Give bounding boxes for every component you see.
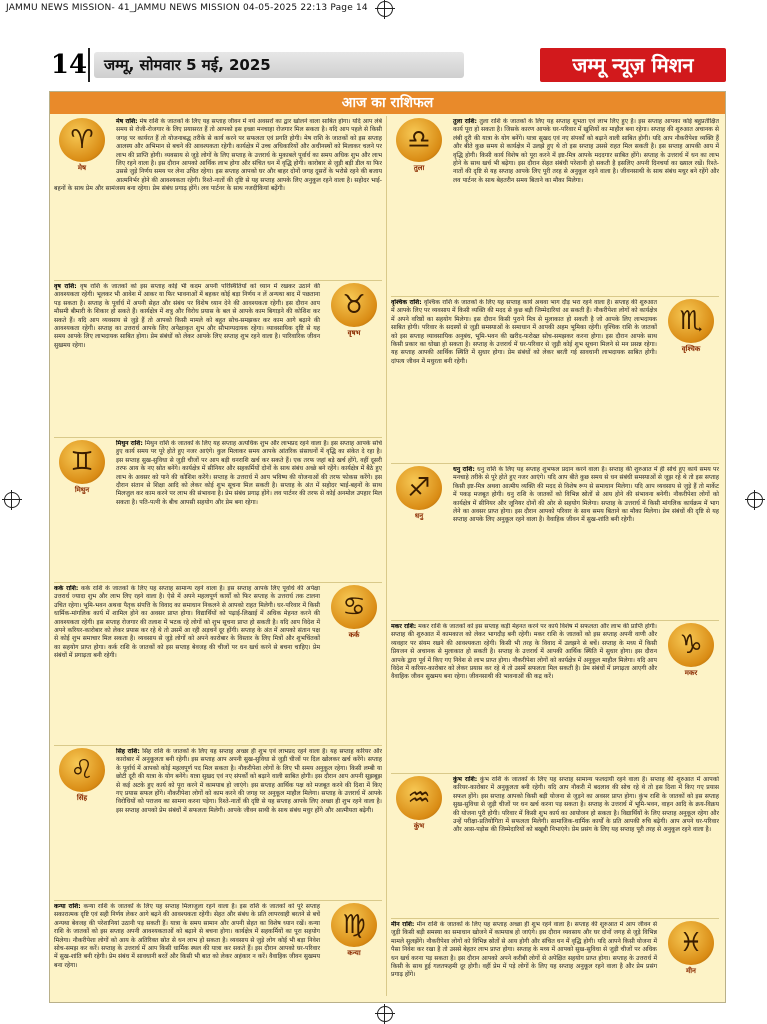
registration-mark-icon	[377, 1006, 393, 1022]
horoscope-leo	[54, 748, 382, 898]
entry-separator	[54, 582, 382, 583]
sign-label: मिथुन	[74, 486, 90, 494]
capricorn-sign-badge	[663, 623, 719, 681]
registration-mark-icon	[747, 492, 763, 508]
sign-name: वृश्चिक राशि:	[391, 299, 422, 306]
entry-separator	[391, 773, 719, 774]
horoscope-text: मिथुन राशि के जातकों के लिए यह सप्ताह अत्यधिक शुभ और लाभप्रद रहने वाला है। इस सप्ताह आपके सोचे हुए कार्य समय पर पूरे होते हुए नजर आएंगे। कुल मिलाकर समय आपके आंतरिक संसाधनों में वृद्धि का संकेत दे रहा है। इस सप्ताह सुख-सुविधा से जुड़ी चीजों पर आप बड़ी धनराशि खर्च कर सकते हैं। एक तरफ जहां बड़े खर्च होंगे, वहीं दूसरी तरफ आय के नए स्रोत बनेंगे। कार्यक्षेत्र में सीनियर और सहकर्मियों दोनों के साथ संबंध अच्छे बने रहेंगे। कार्यक्षेत्र में बैठे हुए लाभ के अवसर को पाने की कोशिश करेंगे। सप्ताह के उत्तरार्ध में आप भविष्य की योजनाओं की तरफ फोकस करेंगे। इस दौरान संतान से शिक्षा आदि को लेकर कोई शुभ सूचना मिल सकती है। सप्ताह के अंत में सहोदर भाई-बहनों के साथ मिलजुल कर काम करने पर लाभ की संभावना है। प्रेम संबंध प्रगाढ़ होंगे। लव पार्टनर की तरफ से कोई अनमोल उपहार मिल सकता है। पति-पत्नी के बीच आपसी सहयोग और प्रेम बना रहेगा।	[116, 440, 382, 506]
date-line: जम्मू, सोमवार 5 मई, 2025	[94, 52, 464, 78]
gemini-sign-badge	[54, 440, 110, 498]
entry-separator	[54, 900, 382, 901]
horoscope-aquarius	[391, 776, 719, 916]
horoscope-aries	[54, 118, 382, 278]
entry-separator	[54, 745, 382, 746]
aries-sign-badge	[54, 118, 110, 176]
horoscope-text: सिंह राशि के जातकों के लिए यह सप्ताह अच्छा ही शुभ एवं लाभप्रद रहने वाला है। यह सप्ताह करियर और कारोबार में अनुकूलता बनी रहेगी। इस सप्ताह आप अपनी सुख-सुविधा से जुड़ी चीजों पर दिल खोलकर खर्च करेंगे। सप्ताह के पूर्वार्ध में आपको कोई महत्वपूर्ण पद मिल सकता है। नौकरीपेशा लोगों के लिए भी समय अनुकूल रहेगा। किसी लम्बी या छोटी दूरी की यात्रा के योग बनेंगे। यात्रा सुखद एवं नए संपर्कों को बढ़ाने वाली साबित होगी। इस दौरान आप अपनी सूझबूझ से कई अटके हुए कार्य को पूरा करने में कामयाब हो जाएंगे। इस सप्ताह आर्थिक पक्ष को मजबूत करने की दिशा में किए गए प्रयास सफल होंगे। नौकरीपेशा लोगों को काम करने की जगह पर अनुकूल माहौल मिलेगा। सप्ताह के उत्तरार्ध में आपके विरोधियों को पराजय का सामना करना पड़ेगा। रिश्ते-नातों की दृष्टि से यह सप्ताह आपके लिए अच्छा ही शुभ रहने वाला है। इस सप्ताह आपको प्रेम संबंधों में सफलता मिलेगी। आपके जीवन साथी के साथ संबंध मधुर होंगे और आत्मीयता बढ़ेगी।	[116, 748, 382, 814]
leo-sign-badge	[54, 748, 110, 806]
pisces-icon: ♓	[668, 921, 714, 965]
sign-name: कन्या राशि:	[54, 903, 81, 910]
sign-name: मीन राशि:	[391, 921, 415, 928]
sign-name: कर्क राशि:	[54, 585, 79, 592]
taurus-icon: ♉	[331, 283, 377, 327]
entry-separator	[391, 918, 719, 919]
sign-name: वृष राशि:	[54, 283, 77, 290]
horoscope-capricorn	[391, 623, 719, 771]
sign-name: मेष राशि:	[116, 118, 138, 125]
virgo-sign-badge	[326, 903, 382, 961]
horoscope-cancer	[54, 585, 382, 743]
registration-mark-icon	[377, 1, 393, 17]
libra-icon: ♎	[396, 118, 442, 162]
horoscope-pisces	[391, 921, 719, 997]
page-header	[44, 44, 726, 86]
horoscope-text: तुला राशि के जातकों के लिए यह सप्ताह शुभता एवं लाभ लिए हुए है। इस सप्ताह आपका कोई बहुप्रतीक्षित कार्य पूरा हो सकता है। जिसके कारण आपके घर-परिवार में खुशियों का माहौल बना रहेगा। सप्ताह की शुरुआत अचानक से लंबी दूरी की यात्रा के योग बनेंगे। यात्रा सुखद एवं नए संपर्कों को बढ़ाने वाली साबित होगी। यदि आप नौकरीपेशा व्यक्ति हैं और बीते कुछ समय से कार्यक्षेत्र में उलझे हुए थे तो इस सप्ताह उससे राहत मिल सकती है। इस सप्ताह आपकी आय में वृद्धि होगी। किसी कार्य विशेष को पूरा करने में इष्ट-मित्र आपके मददगार साबित होंगे। सप्ताह के उत्तरार्ध में धन का लाभ होने के साथ खर्च भी बढ़ेगा। इस दौरान सेहत संबंधी परेशानी हो सकती है इसलिए अपनी दिनचर्या का ख्याल रखें। रिश्ते-नातों की दृष्टि से यह सप्ताह आपके लिए पूरी तरह से अनुकूल रहने वाला है। जीवनसाथी के साथ संबंध मधुर बने रहेंगे और लव पार्टनर के साथ बेहतरीन समय बिताने का मौका मिलेगा।	[453, 118, 719, 184]
newspaper-brand: जम्मू न्यूज़ मिशन	[540, 48, 726, 82]
capricorn-icon: ♑	[668, 623, 714, 667]
entry-separator	[54, 437, 382, 438]
sign-name: सिंह राशि:	[116, 748, 140, 755]
horoscope-libra	[391, 118, 719, 294]
sagittarius-icon: ♐	[396, 466, 442, 510]
scorpio-sign-badge	[663, 299, 719, 357]
horoscope-text: मीन राशि के जातकों के लिए यह सप्ताह अच्छा ही शुभ रहने वाला है। सप्ताह की शुरुआत में आप जीवन से जुड़ी किसी बड़ी समस्या का समाधान खोजने में कामयाब हो जाएंगे। इस दौरान व्यवसाय और घर दोनों जगह से जुड़े विभिन्न मामले सुलझेंगे। नौकरीपेशा लोगों को विभिन्न स्रोतों से आय होगी और संचित धन में वृद्धि होगी। यदि आपने किसी योजना में पैसा निवेश कर रखा है तो उससे बेहतर लाभ प्राप्त होगा। सप्ताह के मध्य में आपको सुख-सुविधा से जुड़ी चीजों पर अधिक धन खर्च करना पड़ सकता है। इस दौरान आपको अपने करीबी लोगों से अपेक्षित सहयोग प्राप्त होगा। सप्ताह के उत्तरार्ध में किसी के साथ हुई गलतफहमी दूर होगी। वहीं प्रेम में पड़े लोगों के लिए यह सप्ताह अनुकूल रहने वाला है और प्रेम प्रसंग प्रगाढ़ होंगे।	[391, 921, 657, 979]
sign-label: मकर	[684, 669, 698, 677]
aries-icon: ♈	[59, 118, 105, 162]
sign-label: कर्क	[348, 631, 360, 639]
leo-icon: ♌	[59, 748, 105, 792]
sign-name: मिथुन राशि:	[116, 440, 143, 447]
horoscope-text: मकर राशि के जातकों को इस सप्ताह कड़ी मेहनत करने पर कार्य विशेष में सफलता और लाभ की प्राप्ति होगी। सप्ताह की शुरुआत में कामकाज को लेकर भागदौड़ बनी रहेगी। मकर राशि के जातकों को इस सप्ताह अपनी वाणी और व्यवहार पर संयम रखने की आवश्यकता रहेगी। किसी भी तरह के विवाद में उलझने से बचें। सप्ताह के मध्य में किसी प्रियजन से अचानक से मुलाकात हो सकती है। सप्ताह के उत्तरार्ध में आपकी आर्थिक स्थिति में सुधार होगा। इस दौरान आपके द्वारा पूर्व में किए गए निवेश से लाभ प्राप्त होगा। नौकरीपेशा लोगों को कार्यक्षेत्र में अनुकूल माहौल मिलेगा। यदि आप विदेश में करियर-कारोबार को लेकर प्रयास कर रहे थे तो उसमें सफलता मिल सकती है। प्रेम संबंधों में प्रगाढ़ता आएगी और वैवाहिक जीवन सुखमय बना रहेगा। जीवनसाथी की भावनाओं की कद्र करें।	[391, 623, 657, 681]
horoscope-text: धनु राशि के लिए यह सप्ताह शुभफल प्रदान करने वाला है। सप्ताह की शुरुआत में ही सोचे हुए कार्य समय पर मनचाहे तरीके से पूरे होते हुए नजर आएंगे। यदि आप बीते कुछ समय से धन संबंधी समस्याओं से जूझ रहे थे तो इस सप्ताह किसी इष्ट-मित्र अथवा आत्मीय व्यक्ति की मदद से विशेष रूप से समाधान मिलेगा। यदि आप व्यवसाय से जुड़े हैं तो मार्केट में पकड़ मजबूत होगी। धनु राशि के जातकों को विभिन्न स्रोतों से आय होने की संभावना बनेगी। नौकरीपेशा लोगों को कार्यक्षेत्र में सीनियर और जूनियर दोनों की ओर से सहयोग मिलेगा। सप्ताह के उत्तरार्ध में किसी मांगलिक कार्यक्रम में भाग लेने का अवसर प्राप्त होगा। इस दौरान आपको परिवार के साथ समय बिताने का मौका मिलेगा। प्रेम संबंधों की दृष्टि से यह सप्ताह आपके लिए अनुकूल रहने वाला है। वैवाहिक जीवन में सुख-शांति बनी रहेगी।	[453, 466, 719, 524]
gemini-icon: ♊	[59, 440, 105, 484]
sign-name: धनु राशि:	[453, 466, 475, 473]
horoscope-text: कन्या राशि के जातकों के लिए यह सप्ताह मिलाजुला रहने वाला है। इस राशि के जातकों को पूरे सप्ताह सकारात्मक दृष्टि एवं सही निर्णय लेकर आगे बढ़ने की आवश्यकता रहेगी। सेहत और संबंध के प्रति लापरवाही बरतने से बचें अन्यथा बेवजह की परेशानियां उठानी पड़ सकती हैं। यात्रा के समय सामान और अपनी सेहत का विशेष ध्यान रखें। कन्या राशि के जातकों को इस सप्ताह अपनी आवश्यकताओं को बढ़ाने से बचना होगा। कार्यक्षेत्र में सहकर्मियों का पूरा सहयोग मिलेगा। नौकरीपेशा लोगों को आय के अतिरिक्त स्रोत से धन लाभ हो सकता है। व्यवसाय से जुड़े लोग कोई भी बड़ा निवेश सोच-समझ कर करें। सप्ताह के उत्तरार्ध में आप किसी धार्मिक स्थल की यात्रा कर सकते हैं। इस दौरान आपको घर-परिवार में सुख-शांति बनी रहेगी। प्रेम संबंध में सावधानी बरतें और किसी भी बात को लेकर अहंकार न करें। वैवाहिक जीवन सुखमय बना रहेगा।	[54, 903, 321, 969]
column-divider	[386, 116, 387, 996]
aquarius-icon: ♒	[396, 776, 442, 820]
horoscope-scorpio	[391, 299, 719, 461]
horoscope-text: वृष राशि के जातकों को इस सप्ताह कोई भी कदम अपनी परिस्थितियों को ध्यान में रखकर उठाने की आवश्यकता रहेगी। भूलकर भी आवेश में आकर या फिर भावनाओं में बहकर कोई बड़ा निर्णय न लें अन्यथा बाद में पछताना पड़ सकता है। सप्ताह के पूर्वार्ध में अपनी सेहत और संबंध पर विशेष ध्यान देने की आवश्यकता रहेगी। इस दौरान आप मौसमी बीमारी के शिकार हो सकते हैं। कार्यक्षेत्र में शत्रु और विरोध प्रयास के बल से आपके काम बिगाड़ने की कोशिश कर सकते हैं। यदि आप व्यवसाय से जुड़े हैं तो आपको किसी मामले को बहुत सोच-समझकर कर काम आगे बढ़ाने की आवश्यकता रहेगी। सप्ताह का उत्तरार्ध आपके लिए अपेक्षाकृत शुभ और सौभाग्यदायक रहेगा। व्यावसायिक दृष्टि से यह समय आपके लिए लाभदायक साबित होगा। प्रेम संबंधों को लेकर आपके लिए सप्ताह शुभ रहने वाला है। पारिवारिक जीवन सुखमय रहेगा।	[54, 283, 320, 349]
horoscope-virgo	[54, 903, 382, 997]
print-info: JAMMU NEWS MISSION- 41_JAMMU NEWS MISSION 04-05-2025 22:13 Page 14	[6, 3, 368, 13]
horoscope-taurus	[54, 283, 382, 435]
sign-label: कन्या	[347, 949, 361, 957]
page-number: 14	[50, 48, 90, 82]
sign-name: कुंभ राशि:	[453, 776, 478, 783]
sign-name: तुला राशि:	[453, 118, 477, 125]
sign-label: सिंह	[76, 794, 88, 802]
sign-label: तुला	[413, 164, 425, 172]
horoscope-gemini	[54, 440, 382, 580]
sign-label: धनु	[414, 512, 424, 520]
horoscope-panel	[49, 91, 726, 1003]
scorpio-icon: ♏	[668, 299, 714, 343]
entry-separator	[391, 620, 719, 621]
aquarius-sign-badge	[391, 776, 447, 834]
virgo-icon: ♍	[331, 903, 377, 947]
horoscope-text: कर्क राशि के जातकों के लिए यह सप्ताह सामान्य रहने वाला है। इस सप्ताह आपके लिए पूर्वार्ध की अपेक्षा उत्तरार्ध ज्यादा शुभ और लाभ लिए रहने वाला है। ऐसे में अपने महत्वपूर्ण कार्यों को फिर सप्ताह के उत्तरार्ध तक टालना उचित रहेगा। भूमि-भवन अथवा पैतृक संपत्ति के विवाद का समाधान निकलने से आपको राहत मिलेगी। घर-परिवार में किसी धार्मिक-मांगलिक कार्य में शामिल होने का अवसर प्राप्त होगा। विद्यार्थियों को पढ़ाई-लिखाई में अधिक मेहनत करने की आवश्यकता रहेगी। इस सप्ताह रोजगार की तलाश में भटक रहे लोगों को शुभ सूचना प्राप्त हो सकती है। यदि आप विदेश में अपने करियर-कारोबार को लेकर प्रयास कर रहे थे तो उसमें आ रही अड़चनें दूर होंगी। सप्ताह के अंत में आपको संतान पक्ष से कोई शुभ समाचार मिल सकता है। व्यवसाय से जुड़े लोगों को अपने कारोबार के विस्तार के लिए मित्रों और शुभचिंतकों का सहयोग प्राप्त होगा। कर्क राशि के जातकों को इस सप्ताह बेवजह की चीजों पर धन खर्च करने से बचना चाहिए। प्रेम संबंधों में प्रगाढ़ता बनी रहेगी।	[54, 585, 320, 660]
libra-sign-badge	[391, 118, 447, 176]
pisces-sign-badge	[663, 921, 719, 979]
horoscope-text: वृश्चिक राशि के जातकों के लिए यह सप्ताह कार्य अथवा भाग दौड़ भरा रहने वाला है। सप्ताह की शुरुआत में आपके लिए पर व्यवसाय में किसी व्यक्ति की मदद से कुछ बड़ी जिम्मेदारियां आ सकती हैं। नौकरीपेशा लोगों को कार्यक्षेत्र में अपने वरिष्ठों का सहयोग मिलेगा। इस दौरान किसी पुराने मित्र से मुलाकात हो सकती है जो आपके लिए लाभदायक साबित होगी। परिवार के सदस्यों से जुड़ी समस्याओं के समाधान में आपकी अहम भूमिका रहेगी। वृश्चिक राशि के जातकों को इस सप्ताह व्यावसायिक अनुबंध, भूमि-भवन की खरीद-फरोख्त सोच-समझकर करना होगा। इस दौरान आपके साथ किसी प्रकार का धोखा हो सकता है। सप्ताह के उत्तरार्ध में घर-परिवार से जुड़ी कोई शुभ सूचना मिलने से मन प्रसन्न रहेगा। यह सप्ताह आपकी आर्थिक स्थिति में सुधार होगा। प्रेम संबंधों को लेकर बरती गई सावधानी लाभदायक साबित होगी। दांपत्य जीवन में मधुरता बनी रहेगी।	[391, 299, 657, 365]
horoscope-sagittarius	[391, 466, 719, 618]
sign-label: मेष	[77, 164, 87, 172]
taurus-sign-badge	[326, 283, 382, 341]
entry-separator	[391, 463, 719, 464]
sign-name: मकर राशि:	[391, 623, 417, 630]
sign-label: वृश्चिक	[681, 345, 701, 353]
section-title: आज का राशिफल	[50, 92, 725, 114]
sign-label: कुंभ	[413, 822, 425, 830]
cancer-sign-badge	[326, 585, 382, 643]
cancer-icon: ♋	[331, 585, 377, 629]
sagittarius-sign-badge	[391, 466, 447, 524]
sign-label: वृषभ	[347, 329, 361, 337]
entry-separator	[391, 296, 719, 297]
sign-label: मीन	[686, 967, 696, 975]
registration-mark-icon	[4, 492, 20, 508]
horoscope-text: कुंभ राशि के जातकों के लिए यह सप्ताह सामान्य फलदायी रहने वाला है। सप्ताह की शुरुआत में आपको करियर-कारोबार में अनुकूलता बनी रहेगी। यदि आप नौकरी में बदलाव की सोच रहे थे तो इस दिशा में किए गए प्रयास सफल होंगे। इस सप्ताह आपको किसी बड़ी योजना से जुड़ने का अवसर प्राप्त होगा। कुंभ राशि के जातकों को इस सप्ताह सुख-सुविधा से जुड़ी चीजों पर धन खर्च करना पड़ सकता है। सप्ताह के उत्तरार्ध में भूमि-भवन, वाहन आदि के क्रय-विक्रय की योजना पूरी होगी। परिवार में किसी शुभ कार्य का आयोजन हो सकता है। विद्यार्थियों के लिए सप्ताह अनुकूल रहेगा और उन्हें परीक्षा-प्रतियोगिता में सफलता मिलेगी। सामाजिक-धार्मिक कार्यों के प्रति आपकी रुचि बढ़ेगी। आप अपने घर-परिवार और आस-पड़ोस की जिम्मेदारियों को बखूबी निभाएंगे। प्रेम प्रसंग के लिए यह सप्ताह पूरी तरह से अनुकूल रहने वाला है।	[453, 776, 719, 834]
horoscope-text: मेष राशि के जातकों के लिए यह सप्ताह जीवन में नये अवसरों का द्वार खोलने वाला साबित होगा। यदि आप लंबे समय से रोजी-रोजगार के लिए प्रयासरत हैं तो आपको इस इच्छा मनचाहा रोजगार मिल सकता है। यदि आप पहले से किसी जगह पर कार्यरत हैं तो योजनाबद्ध तरीके से कार्य करने पर सफलता एवं प्रगति होगी। मेष राशि के जातकों को इस सप्ताह आलस्य और अभिमान से बचने की आवश्यकता रहेगी। कार्यक्षेत्र में उच्च अधिकारियों और अधीनस्थों को मिलाकर चलने पर लाभ की प्राप्ति होगी। व्यवसाय से जुड़े लोगों के लिए सप्ताह के उत्तरार्ध के मुकाबले पूर्वार्ध का समय अधिक शुभ और लाभ लिए रहने वाला है। इस दौरान आपको आर्थिक लाभ होगा और संचित धन में वृद्धि होगी। कारोबार से जुड़ी बड़ी डील या फिर उससे जुड़े निर्णय समय पर लेना उचित रहेगा। इस सप्ताह आपको घर और बाहर दोनों जगह दूसरों के भरोसे रहने की बजाय आत्मनिर्भर होने की आवश्यकता रहेगी। रिश्ते-नातों की दृष्टि से यह सप्ताह आपके लिए अनुकूल रहने वाला है। सहोदर भाई-बहनों के साथ प्रेम और सामंजस्य बना रहेगा। प्रेम संबंध प्रगाढ़ होंगे। लव पार्टनर के साथ नजदीकियां बढ़ेंगी।	[54, 118, 382, 193]
entry-separator	[54, 280, 382, 281]
